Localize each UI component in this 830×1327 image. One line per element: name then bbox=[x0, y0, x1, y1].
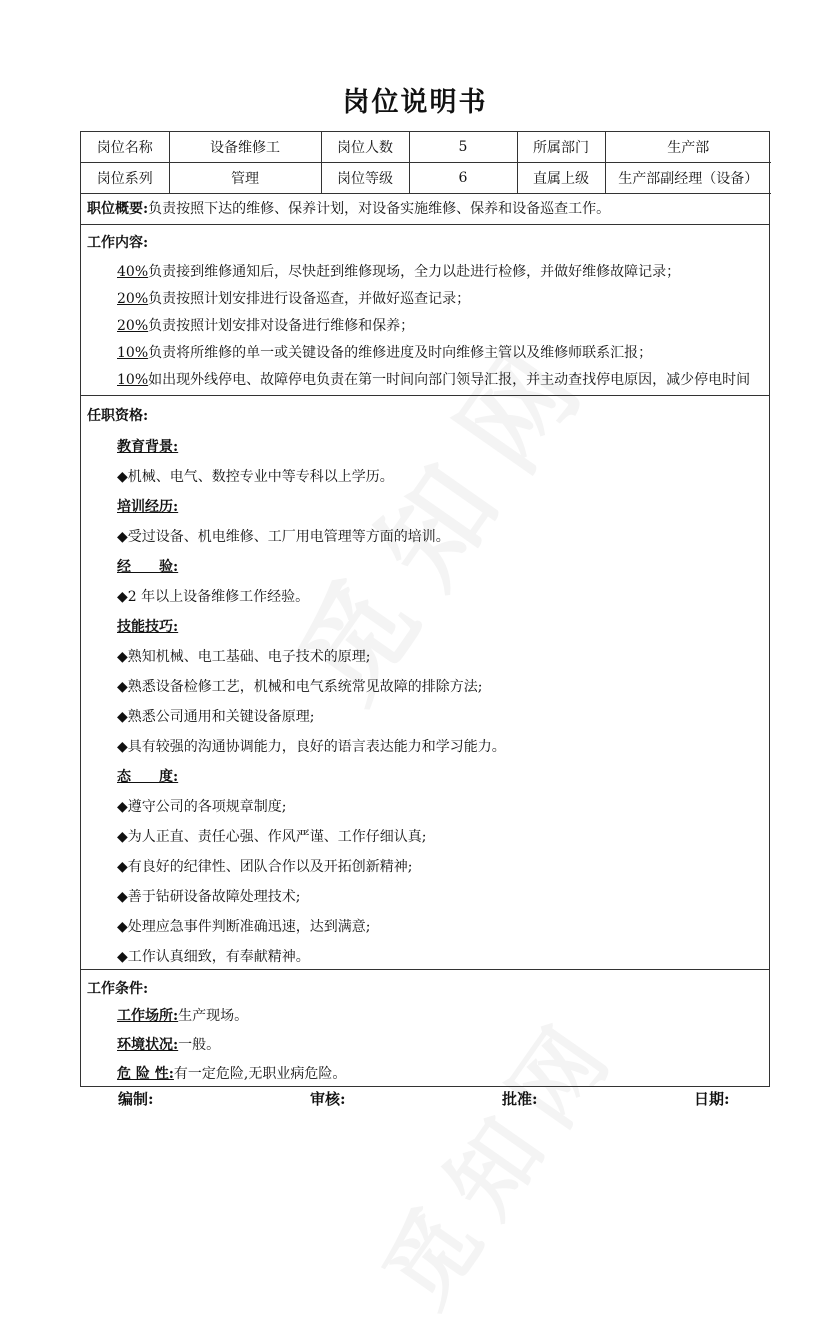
duties-section bbox=[81, 225, 769, 396]
duty-text: 负责按照计划安排对设备进行维修和保养； bbox=[148, 318, 415, 334]
attitude-item: ◆为人正直、责任心强、作风严谨、工作仔细认真; bbox=[117, 829, 427, 845]
condition-item bbox=[81, 1002, 769, 1031]
supervisor-label: 直属上级 bbox=[517, 163, 605, 194]
skill-item: ◆熟悉设备检修工艺，机械和电气系统常见故障的排除方法; bbox=[117, 679, 483, 695]
job-description-form bbox=[80, 131, 770, 1087]
prepared-by-label: 编制: bbox=[118, 1090, 154, 1108]
condition-item bbox=[81, 1060, 769, 1089]
position-name-label: 岗位名称 bbox=[81, 132, 169, 163]
info-row bbox=[81, 132, 771, 163]
page-title: 岗位说明书 bbox=[342, 87, 488, 118]
duties-heading: 工作内容: bbox=[87, 235, 149, 251]
condition-value: 一般。 bbox=[178, 1037, 221, 1053]
department-value: 生产部 bbox=[605, 132, 771, 163]
position-series-label: 岗位系列 bbox=[81, 163, 169, 194]
supervisor-value: 生产部副经理（设备） bbox=[605, 163, 771, 194]
department-label: 所属部门 bbox=[517, 132, 605, 163]
skill-item: ◆具有较强的沟通协调能力，良好的语言表达能力和学习能力。 bbox=[117, 739, 506, 755]
duty-item bbox=[81, 286, 769, 313]
position-grade-value: 6 bbox=[409, 163, 517, 194]
overview-section bbox=[81, 194, 769, 225]
duty-item bbox=[81, 259, 769, 286]
position-grade-label: 岗位等级 bbox=[321, 163, 409, 194]
duty-item bbox=[81, 367, 769, 394]
attitude-item: ◆有良好的纪律性、团队合作以及开拓创新精神; bbox=[117, 859, 413, 875]
info-row bbox=[81, 163, 771, 194]
qualification-heading: 任职资格: bbox=[87, 408, 149, 424]
duty-text: 如出现外线停电、故障停电负责在第一时间向部门领导汇报，并主动查找停电原因，减少停电时间 bbox=[148, 372, 751, 388]
duty-percent: 40% bbox=[117, 264, 149, 280]
condition-item bbox=[81, 1031, 769, 1060]
duty-text: 负责按照计划安排进行设备巡查，并做好巡查记录； bbox=[148, 291, 471, 307]
headcount-label: 岗位人数 bbox=[321, 132, 409, 163]
attitude-item: ◆善于钻研设备故障处理技术; bbox=[117, 889, 301, 905]
condition-key: 环境状况: bbox=[117, 1037, 179, 1053]
conditions-heading: 工作条件: bbox=[87, 981, 149, 997]
condition-value: 生产现场。 bbox=[178, 1008, 249, 1024]
education-heading: 教育背景: bbox=[117, 439, 179, 455]
attitude-item: ◆工作认真细致，有奉献精神。 bbox=[117, 949, 310, 965]
attitude-item: ◆遵守公司的各项规章制度; bbox=[117, 799, 287, 815]
duty-percent: 20% bbox=[117, 291, 149, 307]
duty-percent: 10% bbox=[117, 372, 149, 388]
skill-item: ◆熟知机械、电工基础、电子技术的原理; bbox=[117, 649, 371, 665]
position-series-value: 管理 bbox=[169, 163, 321, 194]
duty-text: 负责将所维修的单一或关键设备的维修进度及时向维修主管以及维修师联系汇报； bbox=[148, 345, 653, 361]
experience-heading: 经 验: bbox=[117, 559, 179, 575]
reviewed-by-label: 审核: bbox=[310, 1090, 346, 1108]
approved-by-label: 批准: bbox=[502, 1090, 538, 1108]
training-item: ◆受过设备、机电维修、工厂用电管理等方面的培训。 bbox=[117, 529, 450, 545]
date-label: 日期: bbox=[694, 1090, 730, 1108]
condition-key: 危 险 性: bbox=[117, 1066, 174, 1082]
skills-heading: 技能技巧: bbox=[117, 619, 179, 635]
position-name-value: 设备维修工 bbox=[169, 132, 321, 163]
attitude-heading: 态 度: bbox=[117, 769, 179, 785]
qualification-section bbox=[81, 396, 769, 970]
signature-footer bbox=[0, 1088, 830, 1112]
duty-percent: 20% bbox=[117, 318, 149, 334]
condition-key: 工作场所: bbox=[117, 1008, 179, 1024]
duty-item bbox=[81, 313, 769, 340]
skill-item: ◆熟悉公司通用和关键设备原理; bbox=[117, 709, 315, 725]
duty-percent: 10% bbox=[117, 345, 149, 361]
conditions-section bbox=[81, 970, 769, 1086]
overview-text: 负责按照下达的维修、保养计划，对设备实施维修、保养和设备巡查工作。 bbox=[148, 201, 611, 217]
headcount-value: 5 bbox=[409, 132, 517, 163]
experience-item: ◆2 年以上设备维修工作经验。 bbox=[117, 589, 310, 605]
info-table bbox=[81, 132, 771, 194]
overview-label: 职位概要: bbox=[87, 201, 149, 217]
attitude-item: ◆处理应急事件判断准确迅速，达到满意; bbox=[117, 919, 371, 935]
duty-item bbox=[81, 340, 769, 367]
duty-text: 负责接到维修通知后，尽快赶到维修现场，全力以赴进行检修，并做好维修故障记录； bbox=[148, 264, 681, 280]
condition-value: 有一定危险,无职业病危险。 bbox=[173, 1066, 347, 1082]
training-heading: 培训经历: bbox=[117, 499, 179, 515]
education-item: ◆机械、电气、数控专业中等专科以上学历。 bbox=[117, 469, 394, 485]
